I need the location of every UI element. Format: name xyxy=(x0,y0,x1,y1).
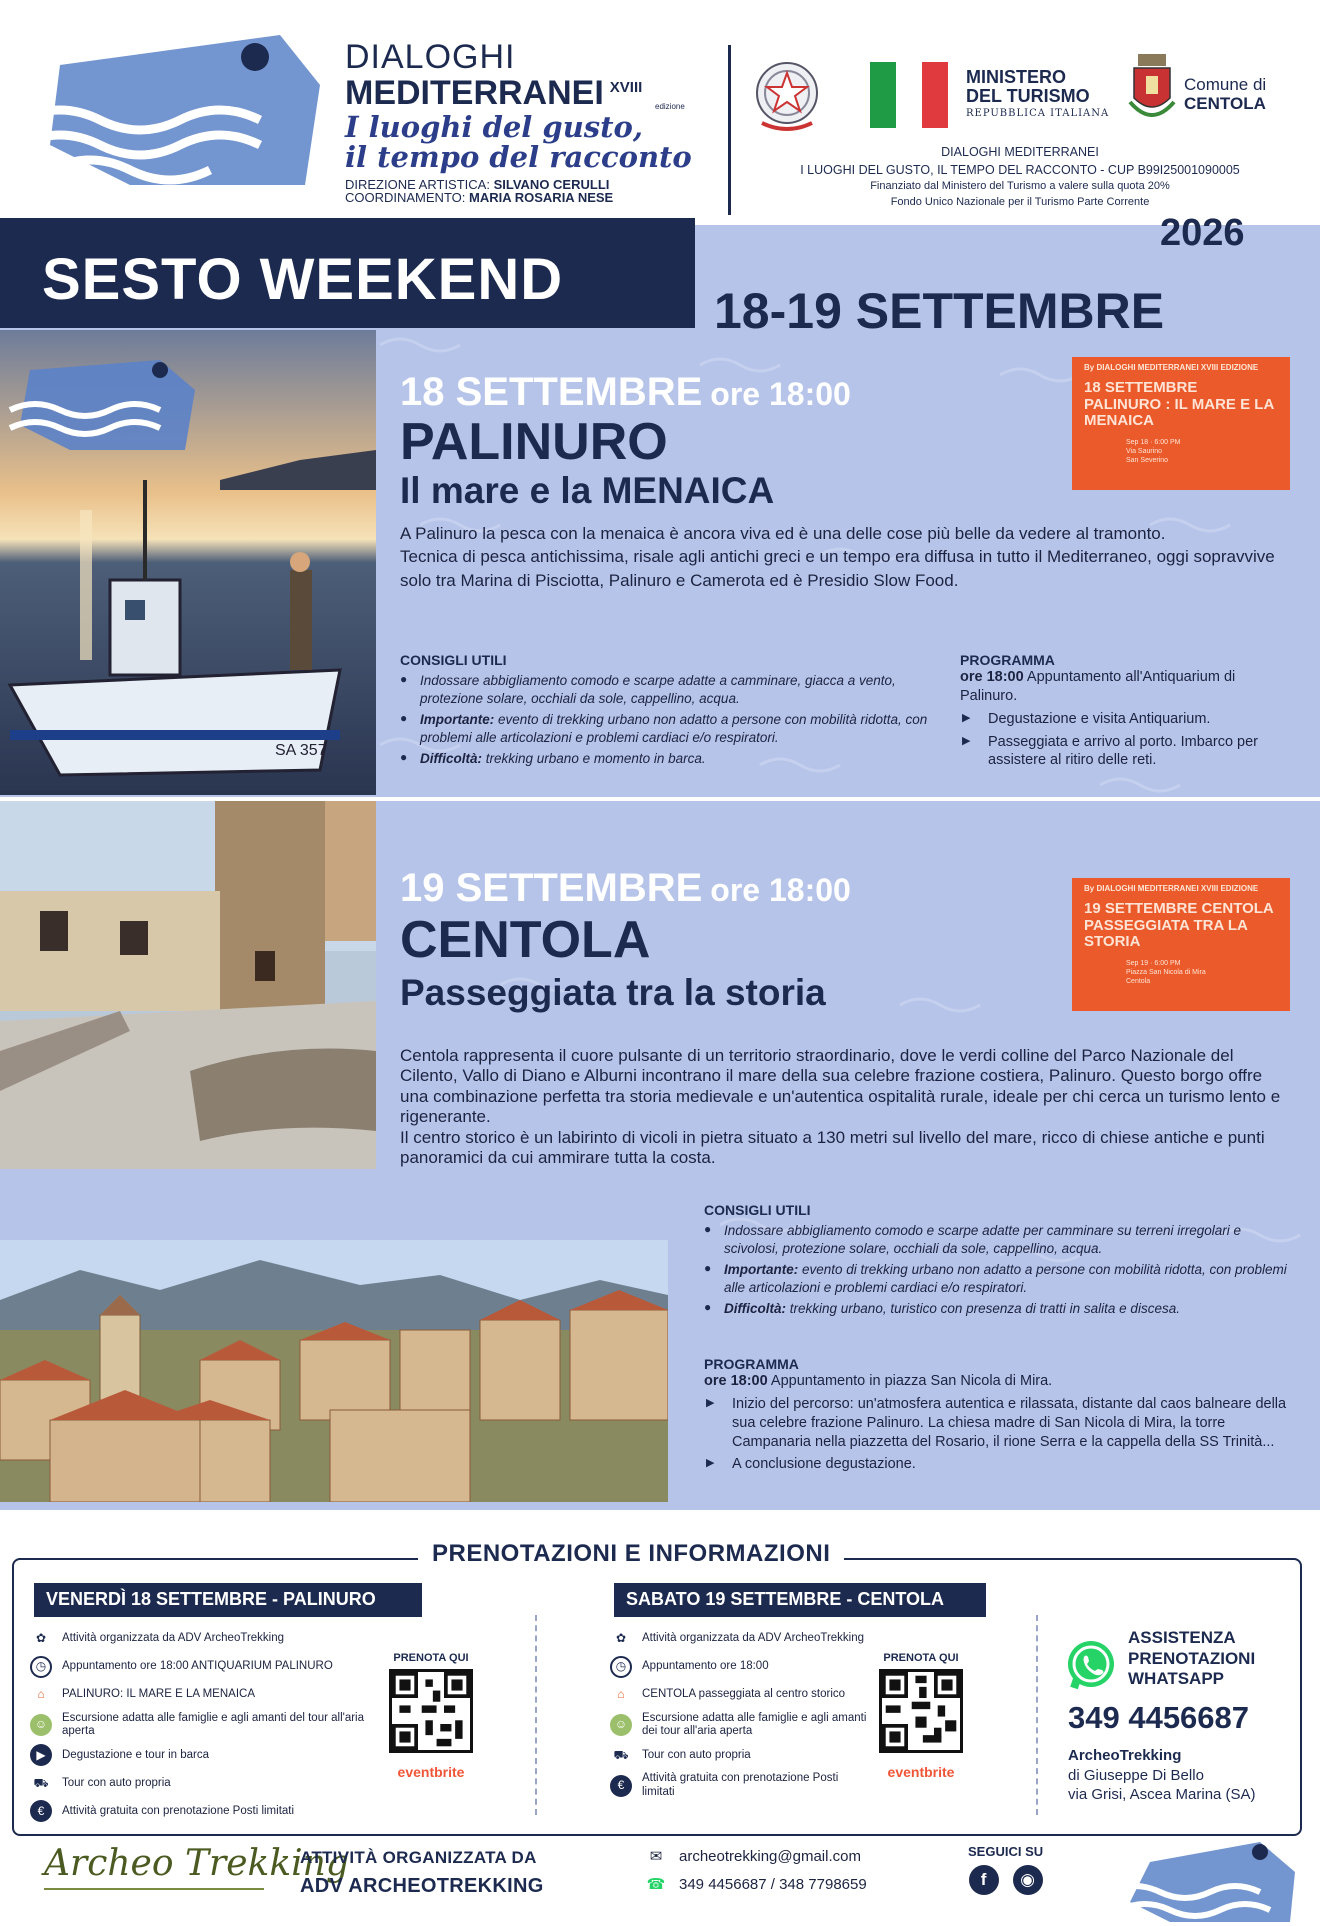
clock-icon: ◷ xyxy=(30,1656,52,1678)
card2-details-2: Piazza San Nicola di Mira xyxy=(1126,968,1206,976)
info-row: ☺ Escursione adatta alle famiglie e agli amanti dei tour all'aria aperta xyxy=(610,1712,870,1738)
event2-tip: ● Indossare abbigliamento comodo e scarpe adatte per camminare su terreni irregolari e scivolosi, protezione solare, occhiali da sole, cappellino, acqua. xyxy=(704,1222,1294,1257)
info-row: ⌂ CENTOLA passeggiata al centro storico xyxy=(610,1684,870,1706)
mail-icon: ✉ xyxy=(649,1848,663,1865)
event1-date-text: 18 SETTEMBRE xyxy=(400,370,703,414)
card1-details-3: San Severino xyxy=(1126,456,1169,464)
assist-line2: PRENOTAZIONI xyxy=(1128,1648,1256,1668)
org-line1: ATTIVITÀ ORGANIZZATA DA xyxy=(300,1848,537,1867)
phone-row[interactable] xyxy=(645,1871,867,1899)
event2-program-title: PROGRAMMA xyxy=(704,1356,799,1372)
coordination xyxy=(345,191,692,205)
event1-tip: ● Difficoltà: trekking urbano e momento in barca. xyxy=(400,750,940,768)
event1-program xyxy=(960,652,1290,770)
leaf-icon: ✿ xyxy=(615,1631,627,1646)
organized-by xyxy=(300,1845,544,1901)
event2-date-text: 19 SETTEMBRE xyxy=(400,866,703,910)
info-row: € Attività gratuita con prenotazione Posti limitati xyxy=(30,1800,365,1822)
event1-program-title: PROGRAMMA xyxy=(960,652,1055,668)
dialoghi-footer-logo xyxy=(1110,1832,1300,1922)
phones-text[interactable]: 349 4456687 / 348 7798659 xyxy=(679,1875,867,1893)
info-row: ⛟ Tour con auto propria xyxy=(30,1772,365,1794)
family-icon: ☺ xyxy=(610,1714,632,1736)
day1-header: VENERDÌ 18 SETTEMBRE - PALINURO xyxy=(34,1583,422,1617)
event2-description xyxy=(400,1046,1295,1168)
qr1-label: PRENOTA QUI xyxy=(393,1652,469,1664)
day2-qr-block[interactable] xyxy=(876,1652,966,1780)
event2-tips xyxy=(704,1202,1294,1318)
eventbrite-label[interactable]: eventbrite xyxy=(397,1764,465,1780)
event1-tips xyxy=(400,652,940,768)
project-line4: Fondo Unico Nazionale per il Turismo Parte Corrente xyxy=(890,196,1150,209)
card1-details-1: Sep 18 · 6:00 PM xyxy=(1126,438,1181,446)
card2-details-3: Centola xyxy=(1126,977,1151,985)
event1-tip: ● Indossare abbigliamento comodo e scarpe adatte a camminare, giacca a vento, protezione solare, occhiali da sole, cappellino, acqua. xyxy=(400,672,940,707)
event2-date xyxy=(400,866,851,911)
card2-details-1: Sep 19 · 6:00 PM xyxy=(1126,959,1181,967)
italy-flag-icon xyxy=(870,62,950,128)
event1-tips-title: CONSIGLI UTILI xyxy=(400,652,507,668)
weekend-title-bar xyxy=(0,218,695,328)
centola-alley-photo xyxy=(0,801,376,1169)
clock-icon: ◷ xyxy=(610,1656,632,1678)
booking-title: PRENOTAZIONI E INFORMAZIONI xyxy=(418,1540,844,1568)
assist-org-name: ArcheoTrekking xyxy=(1068,1747,1182,1764)
euro-icon: € xyxy=(610,1775,632,1797)
italian-republic-emblem-icon xyxy=(752,55,822,135)
festival-name-line1: DIALOGHI xyxy=(345,38,516,76)
event1-tip: ● Importante: evento di trekking urbano non adatto a persone con mobilità ridotta, con problemi alle articolazioni e problemi cardiaci e/o respiratori. xyxy=(400,711,940,746)
assist-line3: WHATSAPP xyxy=(1128,1669,1225,1689)
house-icon: ⌂ xyxy=(37,1687,45,1702)
archeotrekking-logo: Archeo Trekking xyxy=(44,1843,349,1884)
year-label: 2026 xyxy=(1160,212,1245,254)
funding-notice xyxy=(760,143,1280,211)
event2-tip: ● Difficoltà: trekking urbano, turistico con presenza di tratti in salita e discesa. xyxy=(704,1300,1294,1318)
header-divider xyxy=(728,45,731,215)
leaf-icon: ✿ xyxy=(35,1631,47,1646)
coordinamento-name: MARIA ROSARIA NESE xyxy=(469,190,614,206)
info-row: ▶ Degustazione e tour in barca xyxy=(30,1744,365,1766)
day1-info-list xyxy=(30,1628,365,1828)
event2-time: ore 18:00 xyxy=(710,872,851,908)
ministero-line3: REPUBBLICA ITALIANA xyxy=(966,107,1110,119)
comune-centola-logo xyxy=(1184,76,1266,113)
info-row: € Attività gratuita con prenotazione Posti limitati xyxy=(610,1772,870,1798)
card2-details xyxy=(1126,959,1278,986)
info-row: ◷ Appuntamento ore 18:00 ANTIQUARIUM PALINURO xyxy=(30,1656,365,1678)
tagline-line2: il tempo del racconto xyxy=(345,140,692,175)
dialoghi-mediterranei-logo xyxy=(20,25,335,205)
event2-desc-p2: Il centro storico è un labirinto di vicoli in pietra situato a 130 metri sul livello del mare, ricco di chiese antiche e punti panoramici da cui ammirare tutta la costa. xyxy=(400,1127,1265,1167)
card1-title: 18 SETTEMBRE PALINURO : IL MARE E LA MENAICA xyxy=(1084,379,1274,429)
qr-code-icon[interactable] xyxy=(389,1669,473,1753)
ministero-turismo-logo xyxy=(966,68,1109,119)
whatsapp-phone[interactable]: 349 4456687 xyxy=(1068,1700,1250,1735)
contacts xyxy=(645,1843,867,1899)
info-row: ◷ Appuntamento ore 18:00 xyxy=(610,1656,870,1678)
whatsapp-icon[interactable] xyxy=(1064,1638,1118,1692)
assist-address: via Grisi, Ascea Marina (SA) xyxy=(1068,1786,1256,1803)
car-icon: ⛟ xyxy=(613,1747,629,1762)
ministero-line2: DEL TURISMO xyxy=(966,85,1090,106)
centola-crest-icon xyxy=(1128,52,1176,128)
header xyxy=(0,0,1320,220)
event2-subtitle: Passeggiata tra la storia xyxy=(400,972,826,1013)
weekend-title: SESTO WEEKEND xyxy=(42,247,564,312)
palinuro-boat-photo xyxy=(0,330,376,795)
event1-place: PALINURO xyxy=(400,413,668,471)
day2-info-list xyxy=(610,1628,870,1805)
info-row: ✿ Attività organizzata da ADV ArcheoTrekking xyxy=(30,1628,365,1650)
eventbrite-label[interactable]: eventbrite xyxy=(887,1764,955,1780)
svg-text:SA 357: SA 357 xyxy=(275,742,327,759)
dashed-divider xyxy=(1036,1615,1038,1815)
direzione-name: SILVANO CERULLI xyxy=(493,176,610,192)
social-follow xyxy=(968,1844,1043,1895)
direzione-label: DIREZIONE ARTISTICA: xyxy=(345,176,490,192)
org-line2: ADV ARCHEOTREKKING xyxy=(300,1874,544,1897)
edition-word: edizione xyxy=(655,102,685,112)
event2-program xyxy=(704,1356,1294,1474)
festival-title-block xyxy=(345,40,692,205)
card1-details-2: Via Saurino xyxy=(1126,447,1163,455)
email-row[interactable] xyxy=(645,1843,867,1871)
day1-qr-block[interactable] xyxy=(386,1652,476,1780)
logo-underline xyxy=(44,1888,264,1890)
event1-subtitle: Il mare e la MENAICA xyxy=(400,470,775,511)
euro-icon: € xyxy=(30,1800,52,1822)
whatsapp-assistance-title xyxy=(1128,1628,1255,1690)
event1-description xyxy=(400,522,1280,592)
card1-edition: By DIALOGHI MEDITERRANEI XVIII EDIZIONE xyxy=(1084,363,1259,372)
card2-title: 19 SETTEMBRE CENTOLA PASSEGGIATA TRA LA STORIA xyxy=(1084,900,1274,950)
instagram-icon[interactable]: ◉ xyxy=(1013,1865,1043,1895)
email-text[interactable]: archeotrekking@gmail.com xyxy=(679,1848,861,1865)
ministero-line1: MINISTERO xyxy=(966,67,1067,87)
event2-program-start: ore 18:00 Appuntamento in piazza San Nicola di Mira. xyxy=(704,1373,1053,1389)
project-line1: DIALOGHI MEDITERRANEI xyxy=(941,145,1099,159)
event2-desc-p1: Centola rappresenta il cuore pulsante di un territorio straordinario, dove le verdi colline del Parco Nazionale del Cilento, Vallo di Diano e Alburni incontrano il mare della sua celebre frazione costiera, Palinuro. Questo borgo offre una combinazione perfetta tra storia medievale e un'autentica ospitalità rurale, ideale per chi cerca un turismo lento e rigenerante. xyxy=(400,1046,1281,1127)
qr-code-icon[interactable] xyxy=(879,1669,963,1753)
info-row: ☺ Escursione adatta alle famiglie e agli amanti del tour all'aria aperta xyxy=(30,1712,365,1738)
car-icon: ⛟ xyxy=(33,1775,49,1790)
event1-desc-p2: Tecnica di pesca antichissima, risale agli antichi greci e un tempo era diffusa in tutto il Mediterraneo, oggi sopravvive solo tra Marina di Pisciotta, Palinuro e Camerota ed è Presidio Slow Food. xyxy=(400,547,1275,590)
event2-tips-title: CONSIGLI UTILI xyxy=(704,1202,811,1218)
event2-program-step: ▶ A conclusione degustazione. xyxy=(704,1455,1294,1474)
festival-name-line2: MEDITERRANEI xyxy=(345,73,604,112)
assist-owner: di Giuseppe Di Bello xyxy=(1068,1766,1204,1784)
play-icon: ▶ xyxy=(30,1744,52,1766)
whatsapp-small-icon: ☎ xyxy=(646,1875,666,1893)
artistic-direction xyxy=(345,178,692,192)
event1-program-start: ore 18:00 Appuntamento all'Antiquarium di Palinuro. xyxy=(960,669,1236,704)
coordinamento-label: COORDINAMENTO: xyxy=(345,190,466,206)
event2-tip: ● Importante: evento di trekking urbano non adatto a persone con mobilità ridotta, con problemi alle articolazioni e problemi cardiaci e/o respiratori. xyxy=(704,1261,1294,1296)
event1-program-step: ▶ Degustazione e visita Antiquarium. xyxy=(960,710,1290,729)
project-line2: I LUOGHI DEL GUSTO, IL TEMPO DEL RACCONTO - CUP B99I25001090005 xyxy=(800,163,1240,178)
follow-label: SEGUICI SU xyxy=(968,1844,1044,1859)
event2-program-step: ▶ Inizio del percorso: un'atmosfera autentica e rilassata, distante dal caos balneare della sua celebre frazione Palinuro. La chiesa madre di San Nicola di Mira, la torre Campanaria nella piazzetta del Rosario, il rione Serra e la cappella della SS Trinità... xyxy=(704,1395,1294,1452)
house-icon: ⌂ xyxy=(617,1687,625,1702)
weekend-dates: 18-19 SETTEMBRE xyxy=(714,283,1165,339)
event1-program-step: ▶ Passeggiata e arrivo al porto. Imbarco per assistere al ritiro delle reti. xyxy=(960,733,1290,771)
event1-eventbrite-card[interactable] xyxy=(1072,357,1290,490)
comune-line2: CENTOLA xyxy=(1184,93,1266,113)
tagline-line1: I luoghi del gusto, xyxy=(345,109,643,144)
comune-line1: Comune di xyxy=(1184,75,1267,94)
assistance-organizer xyxy=(1068,1746,1256,1805)
project-line3: Finanziato dal Ministero del Turismo a valere sulla quota 20% xyxy=(870,180,1170,193)
info-row: ⌂ PALINURO: IL MARE E LA MENAICA xyxy=(30,1684,365,1706)
facebook-icon[interactable]: f xyxy=(969,1865,999,1895)
day2-header: SABATO 19 SETTEMBRE - CENTOLA xyxy=(614,1583,986,1617)
event1-time: ore 18:00 xyxy=(710,376,851,412)
event1-desc-p1: A Palinuro la pesca con la menaica è ancora viva ed è una delle cose più belle da vedere al tramonto. xyxy=(400,524,1166,543)
event2-eventbrite-card[interactable] xyxy=(1072,878,1290,1011)
info-row: ✿ Attività organizzata da ADV ArcheoTrekking xyxy=(610,1628,870,1650)
assist-line1: ASSISTENZA xyxy=(1128,1628,1236,1647)
dashed-divider xyxy=(535,1615,537,1815)
qr2-label: PRENOTA QUI xyxy=(883,1652,959,1664)
card1-details xyxy=(1126,438,1278,465)
event2-place: CENTOLA xyxy=(400,911,651,969)
family-icon: ☺ xyxy=(30,1714,52,1736)
edition-number: XVIII xyxy=(609,78,643,96)
card2-edition: By DIALOGHI MEDITERRANEI XVIII EDIZIONE xyxy=(1084,884,1259,893)
event1-date xyxy=(400,370,851,415)
info-row: ⛟ Tour con auto propria xyxy=(610,1744,870,1766)
centola-panorama-photo xyxy=(0,1240,668,1502)
